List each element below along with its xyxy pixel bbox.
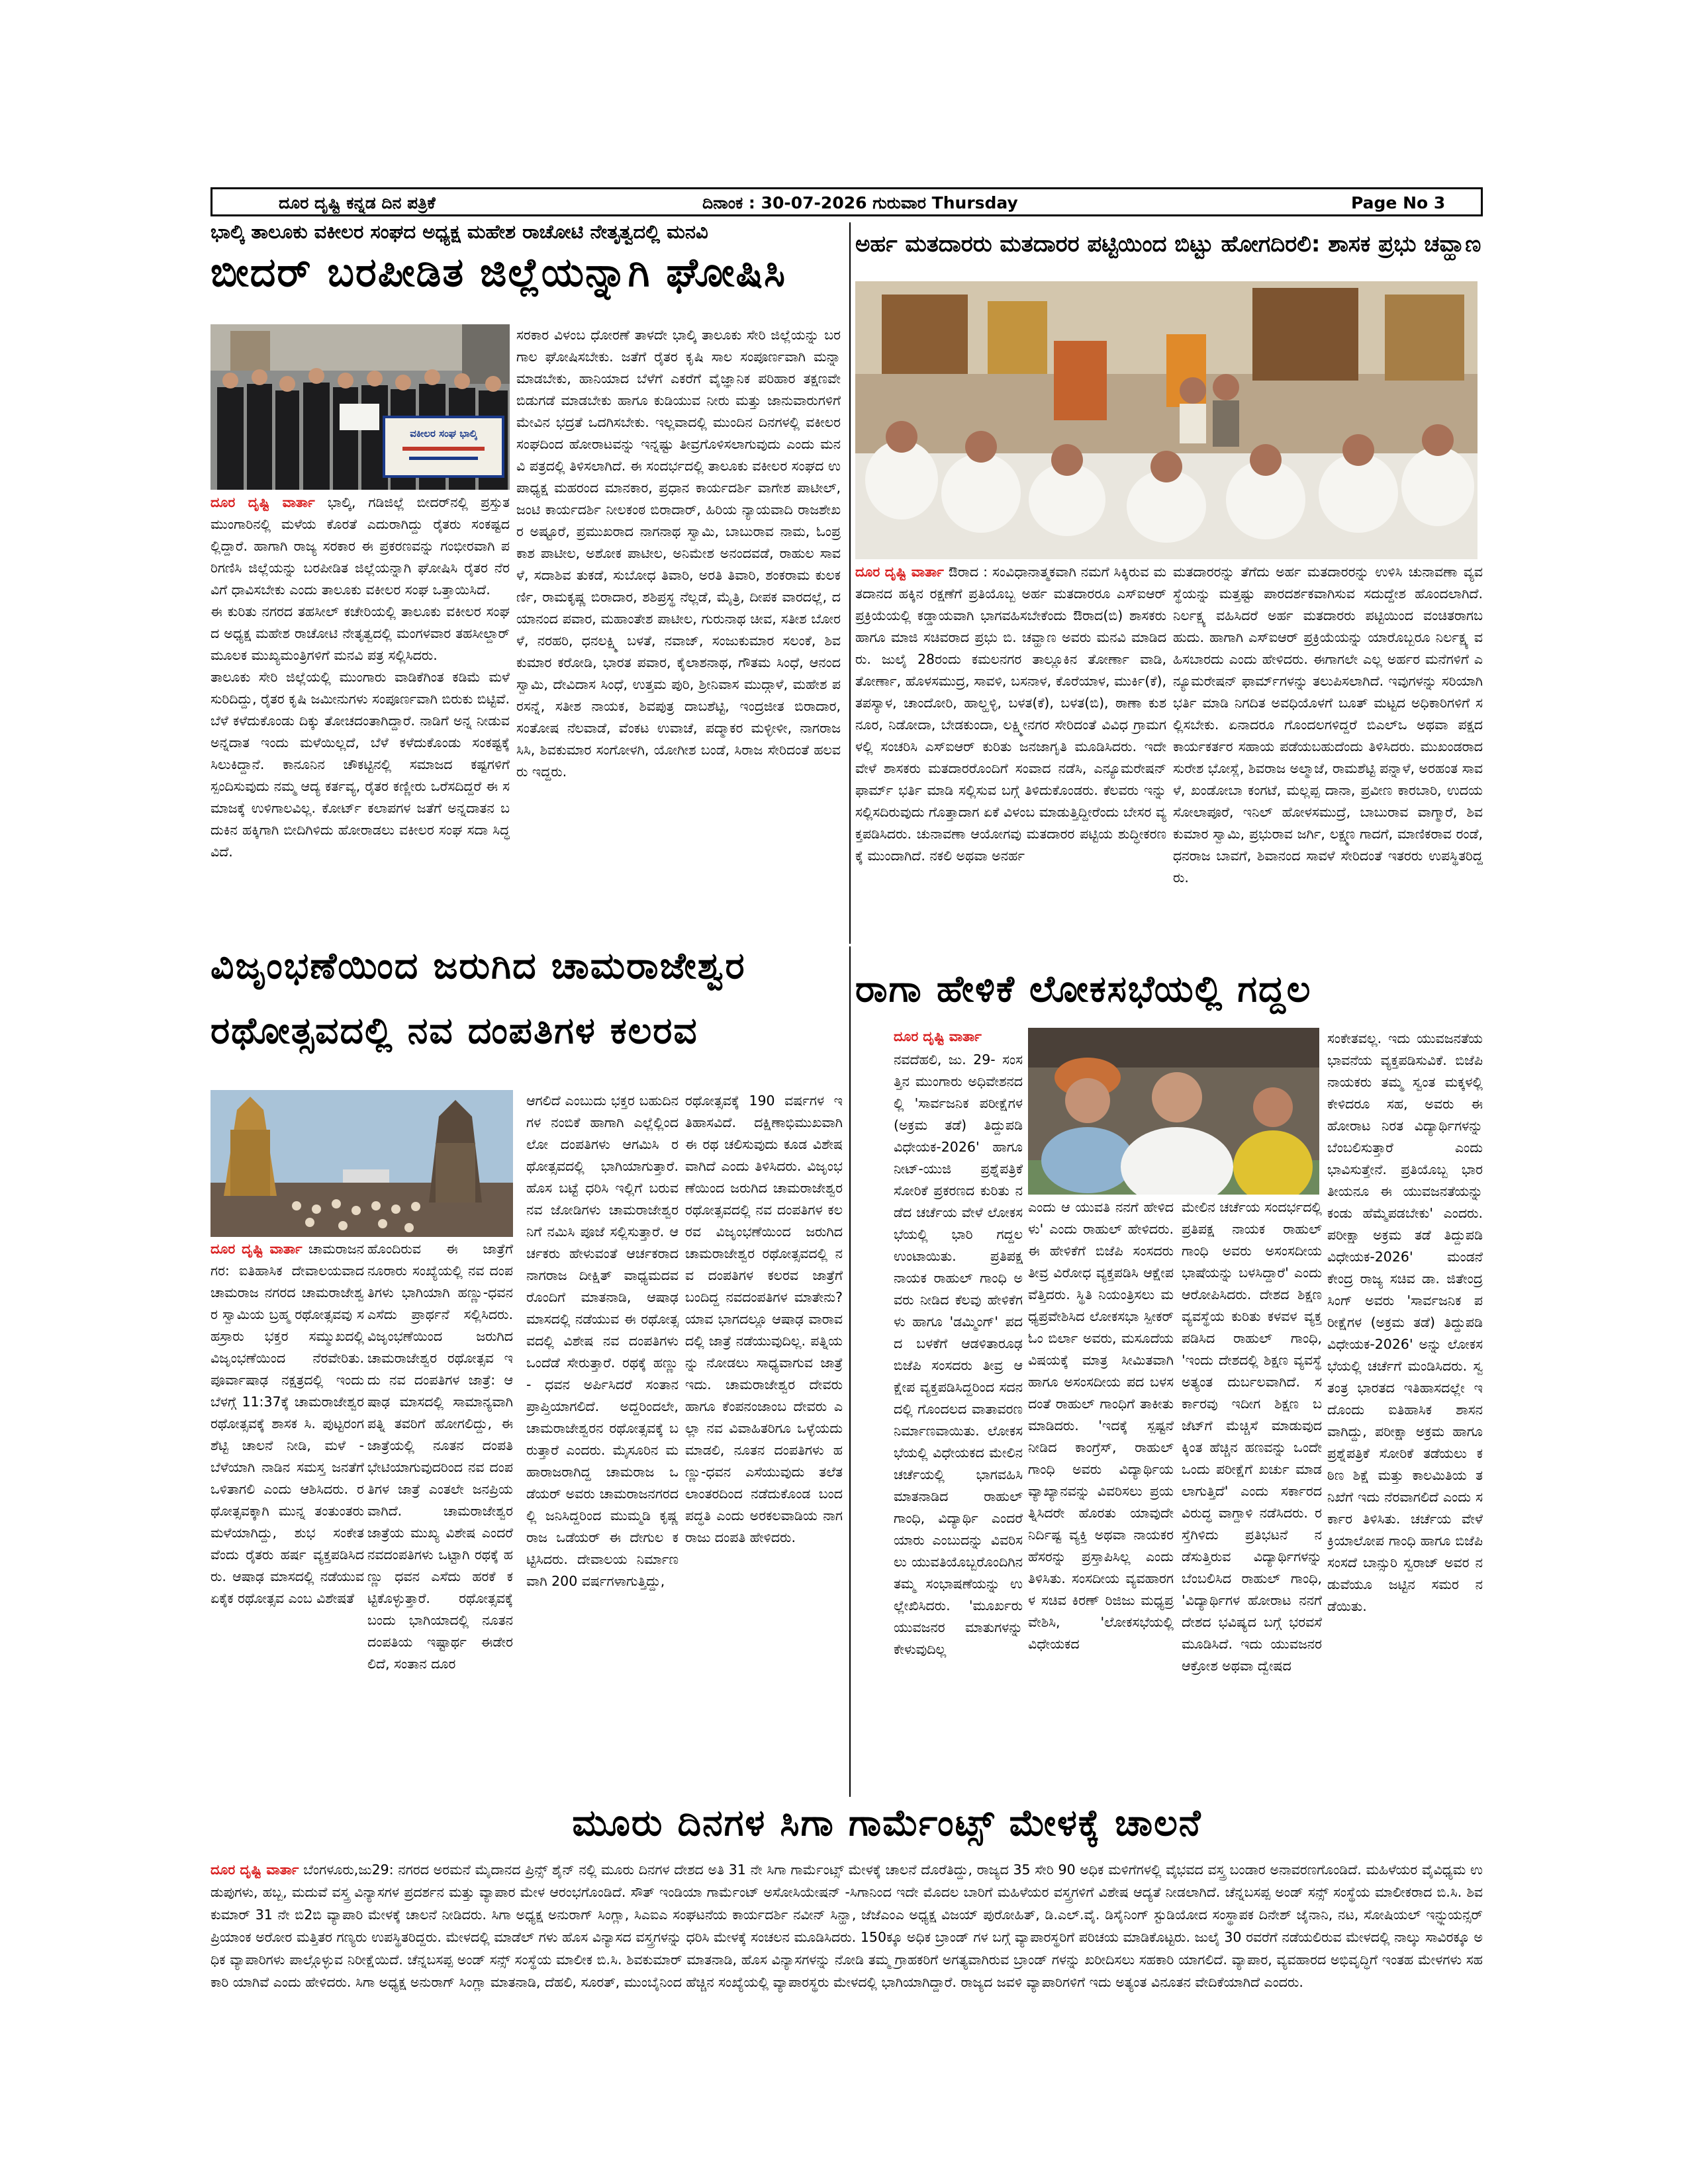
paper-name: ದೂರ ದೃಷ್ಟಿ ಕನ್ನಡ ದಿನ ಪತ್ರಿಕೆ: [279, 193, 436, 212]
article3-headline-line1: ವಿಜೃಂಭಣೆಯಿಂದ ಜರುಗಿದ ಚಾಮರಾಜೇಶ್ವರ: [211, 944, 746, 987]
article4-column-1a: ನವದೆಹಲಿ, ಜು. 29- ಸಂಸತ್ತಿನ ಮುಂಗಾರು ಅಧಿವೇಶನದಲ್ಲಿ 'ಸಾರ್ವಜನಿಕ ಪರೀಕ್ಷೆಗಳ (ಅಕ್ರಮ ತಡೆ) ತಿದ್ದುಪಡಿ ವಿಧೇಯಕ-2026' ಹಾಗೂ ನೀಟ್-ಯುಜಿ ಪ್ರಶ್ನೆಪತ್ರಿಕೆ ಸೋರಿಕೆ ಪ್ರಕರಣದ ಕುರಿತು ನಡೆದ ಚರ್ಚೆಯ ವೇಳೆ ಲೋಕಸಭೆಯಲ್ಲಿ ಭಾರಿ ಗದ್ದಲ ಉಂಟಾಯಿತು. ಪ್ರತಿಪಕ್ಷ ನಾಯಕ ರಾಹುಲ್ ಗಾಂಧಿ ಅವರು ನೀಡಿದ ಕೆಲವು ಹೇಳಿಕೆಗಳು ಹಾಗೂ 'ಡಮ್ಮಿಂಗ್' ಪದದ ಬಳಕೆಗೆ ಆಡಳಿತಾರೂಢ ಬಿಜೆಪಿ ಸಂಸದರು ತೀವ್ರ ಆಕ್ಷೇಪ ವ್ಯಕ್ತಪಡಿಸಿದ್ದರಿಂದ ಸದನದಲ್ಲಿ ಗೊಂದಲದ ವಾತಾವರಣ ನಿರ್ಮಾಣವಾಯಿತು. ಲೋಕಸಭೆಯಲ್ಲಿ ವಿಧೇಯಕದ ಮೇಲಿನ ಚರ್ಚೆಯಲ್ಲಿ ಭಾಗವಹಿಸಿ ಮಾತನಾಡಿದ ರಾಹುಲ್ ಗಾಂಧಿ, ವಿದ್ಯಾರ್ಥಿ ಎಂದರೆ ಯಾರು ಎಂಬುದನ್ನು ವಿವರಿಸಲು ಯುವತಿಯೊಬ್ಬರೊಂದಿಗಿನ ತಮ್ಮ ಸಂಭಾಷಣೆಯನ್ನು ಉಲ್ಲೇಖಿಸಿದರು. 'ಮೂರ್ಖರು ಯುವಜನರ ಮಾತುಗಳನ್ನು ಕೇಳುವುದಿಲ್ಲ: [894, 1052, 1023, 1657]
article3-column-3: ಆಗಲಿದೆ ಎಂಬುದು ಭಕ್ತರ ಬಹುದಿನಗಳ ನಂಬಿಕೆ ಹಾಗಾಗಿ ಎಲ್ಲೆಲ್ಲಿಂದಲೋ ದಂಪತಿಗಳು ಆಗಮಿಸಿ ರಥೋತ್ಸವದಲ್ಲಿ ಭಾಗಿಯಾಗುತ್ತಾರೆ. ಹೊಸ ಬಟ್ಟೆ ಧರಿಸಿ ಇಲ್ಲಿಗೆ ಬರುವ ನವ ಜೋಡಿಗಳು ಚಾಮರಾಜೇಶ್ವರನಿಗೆ ನಮಿಸಿ ಪೂಜೆ ಸಲ್ಲಿಸುತ್ತಾರೆ. ಆರ್ಚಕರು ಹೇಳುವಂತೆ ಆರ್ಚಕರಾದ ನಾಗರಾಜ ದೀಕ್ಷಿತ್ ವಾಧ್ಯಮದವರೊಂದಿಗೆ ಮಾತನಾಡಿ, ಆಷಾಢ ಮಾಸದಲ್ಲಿ ನಡೆಯುವ ಈ ರಥೋತ್ಸವದಲ್ಲಿ ವಿಶೇಷ ನವ ದಂಪತಿಗಳು ಒಂದೆಡೆ ಸೇರುತ್ತಾರೆ. ರಥಕ್ಕೆ ಹಣ್ಣು - ಧವನ ಅರ್ಪಿಸಿದರೆ ಸಂತಾನ ಪ್ರಾಪ್ತಿಯಾಗಲಿದೆ. ಅದ್ದರಿಂದಲೇ, ಚಾಮರಾಜೇಶ್ವರನ ರಥೋತ್ಸವಕ್ಕೆ ಬರುತ್ತಾರೆ ಎಂದರು. ಮೈಸೂರಿನ ಮಹಾರಾಜರಾಗಿದ್ದ ಚಾಮರಾಜ ಒಡೆಯರ್ ಅವರು ಚಾಮರಾಜನಗರದಲ್ಲಿ ಜನಿಸಿದ್ದರಿಂದ ಮುಮ್ಮಡಿ ಕೃಷ್ಣರಾಜ ಒಡೆಯರ್ ಈ ದೇಗುಲ ಕಟ್ಟಿಸಿದರು. ದೇವಾಲಯ ನಿರ್ಮಾಣವಾಗಿ 200 ವರ್ಷಗಳಾಗುತ್ತಿದ್ದು,: [526, 1093, 679, 1589]
chariot-festival-photo: [211, 1090, 513, 1237]
lawyers-photo: [211, 324, 510, 490]
article3-headline-line2: ರಥೋತ್ಸವದಲ್ಲಿ ನವ ದಂಪತಿಗಳ ಕಲರವ: [211, 1009, 698, 1052]
article1-paragraph: ಈ ಕುರಿತು ನಗರದ ತಹಸೀಲ್ ಕಚೇರಿಯಲ್ಲಿ ತಾಲೂಕು ವಕೀಲರ ಸಂಘದ ಅಧ್ಯಕ್ಷ ಮಹೇಶ ರಾಚೋಟಿ ನೇತೃತ್ವದಲ್ಲಿ ಮಂಗಳವಾರ ತಹಸೀಲ್ದಾರ್ ಮೂಲಕ ಮುಖ್ಯಮಂತ್ರಿಗಳಿಗೆ ಮನವಿ ಪತ್ರ ಸಲ್ಲಿಸಿದರು.: [211, 604, 510, 663]
article1-paragraph: ತಾಲೂಕು ಸೇರಿ ಜಿಲ್ಲೆಯಲ್ಲಿ ಮುಂಗಾರು ವಾಡಿಕೆಗಿಂತ ಕಡಿಮೆ ಮಳೆ ಸುರಿದಿದ್ದು, ರೈತರ ಕೃಷಿ ಜಮೀನುಗಳು ಸಂಪೂರ್ಣವಾಗಿ ಬಿರುಕು ಬಿಟ್ಟಿವೆ. ಬೆಳೆ ಕಳೆದುಕೊಂಡು ದಿಕ್ಕು ತೋಚದಂತಾಗಿದ್ದಾರೆ. ನಾಡಿಗೆ ಅನ್ನ ನೀಡುವ ಅನ್ನದಾತ ಇಂದು ಮಳೆಯಿಲ್ಲದೆ, ಬೆಳೆ ಕಳೆದುಕೊಂಡು ಸಂಕಷ್ಟಕ್ಕೆ ಸಿಲುಕಿದ್ದಾನೆ. ಕಾನೂನಿನ ಚೌಕಟ್ಟಿನಲ್ಲಿ ಸಮಾಜದ ಕಷ್ಟಗಳಿಗೆ ಸ್ಪಂದಿಸುವುದು ನಮ್ಮ ಆದ್ಯ ಕರ್ತವ್ಯ, ರೈತರ ಕಣ್ಣೀರು ಒರೆಸದಿದ್ದರೆ ಈ ಸಮಾಜಕ್ಕೆ ಉಳಿಗಾಲವಿಲ್ಲ. ಕೋರ್ಟ್ ಕಲಾಪಗಳ ಜತೆಗೆ ಅನ್ನದಾತನ ಬದುಕಿನ ಹಕ್ಕಿಗಾಗಿ ಬೀದಿಗಿಳಿದು ಹೋರಾಡಲು ವಕೀಲರ ಸಂಘ ಸದಾ ಸಿದ್ಧವಿದೆ.: [211, 669, 510, 860]
article1-kicker: ಭಾಲ್ಕಿ ತಾಲೂಕು ವಕೀಲರ ಸಂಘದ ಅಧ್ಯಕ್ಷ ಮಹೇಶ ರಾಚೋಟಿ ನೇತೃತ್ವದಲ್ಲಿ ಮನವಿ: [211, 220, 708, 243]
article2-text: ಔರಾದ : ಸಂವಿಧಾನಾತ್ಮಕವಾಗಿ ನಮಗೆ ಸಿಕ್ಕಿರುವ ಮತದಾನದ ಹಕ್ಕಿನ ರಕ್ಷಣೆಗೆ ಪ್ರತಿಯೊಬ್ಬ ಅರ್ಹ ಮತದಾರರೂ ಎಸ್‌ಐಆರ್ ಪ್ರಕ್ರಿಯೆಯಲ್ಲಿ ಕಡ್ಡಾಯವಾಗಿ ಭಾಗವಹಿಸಬೇಕೆಂದು ಔರಾದ(ಬಿ) ಶಾಸಕರು ಹಾಗೂ ಮಾಜಿ ಸಚಿವರಾದ ಪ್ರಭು ಬಿ. ಚವ್ಹಾಣ ಅವರು ಮನವಿ ಮಾಡಿದರು. ಜುಲೈ 28ರಂದು ಕಮಲನಗರ ತಾಲ್ಲೂಕಿನ ತೋರ್ಣಾ ವಾಡಿ, ತೋರ್ಣಾ, ಹೊಳಸಮುದ್ರ, ಸಾವಳಿ, ಬಸನಾಳ, ಕೊರೆಯಾಳ, ಮುರ್ಕಿ(ಕೆ), ತಪಸ್ಯಾಳ, ಚಾಂದೋರಿ, ಹಾಲ್ಹಳ್ಳಿ, ಬಳತ(ಕೆ), ಬಳತ(ಬಿ), ಠಾಣಾ ಕುಶನೂರ, ನಿಡೋದಾ, ಬೇಡಕುಂದಾ, ಲಕ್ಷ್ಮೀನಗರ ಸೇರಿದಂತೆ ವಿವಿಧ ಗ್ರಾಮಗಳಲ್ಲಿ ಸಂಚರಿಸಿ ಎಸ್‌ಐಆರ್ ಕುರಿತು ಜನಜಾಗೃತಿ ಮೂಡಿಸಿದರು. ಇದೇ ವೇಳೆ ಶಾಸಕರು ಮತದಾರರೊಂದಿಗೆ ಸಂವಾದ ನಡೆಸಿ, ಎನ್ಯೂಮರೇಷನ್ ಫಾರ್ಮ್ ಭರ್ತಿ ಮಾಡಿ ಸಲ್ಲಿಸುವ ಬಗ್ಗೆ ತಿಳಿದುಕೊಂಡರು. ಕೆಲವರು ಇನ್ನು ಸಲ್ಲಿಸದಿರುವುದು ಗೊತ್ತಾದಾಗ ಏಕೆ ವಿಳಂಬ ಮಾಡುತ್ತಿದ್ದೀರೆಂದು ಬೇಸರ ವ್ಯಕ್ತಪಡಿಸಿದರು. ಚುನಾವಣಾ ಆಯೋಗವು ಮತದಾರರ ಪಟ್ಟಿಯ ಶುದ್ಧೀಕರಣಕ್ಕೆ ಮುಂದಾಗಿದೆ. ನಕಲಿ ಅಥವಾ ಅನರ್ಹ: [855, 564, 1166, 864]
byline: ದೂರ ದೃಷ್ಟಿ ವಾರ್ತಾ: [894, 1028, 982, 1044]
article3-column-2: ಹೊಂದಿರುವ ಈ ಜಾತ್ರೆಗೆ ನೂರಾರು ಸಂಖ್ಯೆಯಲ್ಲಿ ನವ ದಂಪತಿಗಳು ಭಾಗಿಯಾಗಿ ಹಣ್ಣು-ಧವನ ಎಸೆದು ಪ್ರಾರ್ಥನೆ ಸಲ್ಲಿಸಿದರು. ವಿಜೃಂಭಣೆಯಿಂದ ಜರುಗಿದ ಚಾಮರಾಜೇಶ್ವರ ರಥೋತ್ಸವ ಇದು ನವ ದಂಪತಿಗಳ ಜಾತ್ರೆ: ಆಷಾಢ ಮಾಸದಲ್ಲಿ ಸಾಮಾನ್ಯವಾಗಿ ಪತ್ನಿ ತವರಿಗೆ ಹೋಗಲಿದ್ದು, ಈ ಜಾತ್ರೆಯಲ್ಲಿ ನೂತನ ದಂಪತಿ ಭೇಟಿಯಾಗುವುದರಿಂದ ನವ ದಂಪತಿಗಳ ಜಾತ್ರೆ ಎಂತಲೇ ಜನಪ್ರಿಯವಾಗಿದೆ. ಚಾಮರಾಜೇಶ್ವರ ಜಾತ್ರೆಯ ಮುಖ್ಯ ವಿಶೇಷ ಎಂದರೆ ನವದಂಪತಿಗಳು ಒಟ್ಟಾಗಿ ರಥಕ್ಕೆ ಹಣ್ಣು ಧವನ ಎಸೆದು ಹರಕೆ ಕಟ್ಟಿಕೊಳ್ಳುತ್ತಾರೆ. ರಥೋತ್ಸವಕ್ಕೆ ಬಂದು ಭಾಗಿಯಾದಲ್ಲಿ ನೂತನ ದಂಪತಿಯ ಇಷ್ಟಾರ್ಥ ಈಡೇರಲಿದೆ, ಸಂತಾನ ದೂರ: [367, 1241, 513, 1672]
page-number: Page No 3: [1351, 193, 1446, 212]
article5-text: ಬೆಂಗಳೂರು,ಜು29: ನಗರದ ಅರಮನೆ ಮೈದಾನದ ಪ್ರಿನ್ಸ್ ಶೈನ್ ನಲ್ಲಿ ಮೂರು ದಿನಗಳ ದೇಶದ ಅತಿ 31 ನೇ ಸಿಗಾ ಗಾರ್ಮೆಂಟ್ಸ್ ಮೇಳಕ್ಕೆ ಚಾಲನೆ ದೊರೆತಿದ್ದು, ರಾಜ್ಯದ 35 ಸೇರಿ 90 ಅಧಿಕ ಮಳಿಗೆಗಳಲ್ಲಿ ವೈಭವದ ವಸ್ತ್ರ ಬಂಡಾರ ಅನಾವರಣಗೊಂಡಿದೆ. ಮಹಿಳೆಯರ ವೈವಿಧ್ಯಮ ಉಡುಪುಗಳು, ಹಬ್ಬ, ಮದುವೆ ವಸ್ತ್ರ ವಿನ್ಯಾಸಗಳ ಪ್ರದರ್ಶನ ಮತ್ತು ವ್ಯಾಪಾರ ಮೇಳ ಆರಂಭಗೊಂಡಿದೆ. ಸೌತ್ ಇಂಡಿಯಾ ಗಾರ್ಮೆಂಟ್ ಅಸೋಸಿಯೇಷನ್ -ಸಿಗಾನಿಂದ ಇದೇ ಮೊದಲ ಬಾರಿಗೆ ಮಹಿಳೆಯರ ವಸ್ತ್ರಗಳಿಗೆ ವಿಶೇಷ ಆದ್ಯತೆ ನೀಡಲಾಗಿದೆ. ಚೆನ್ನಬಸಪ್ಪ ಅಂಡ್ ಸನ್ಸ್ ಸಂಸ್ಥೆಯ ಮಾಲೀಕರಾದ ಬಿ.ಸಿ. ಶಿವಕುಮಾರ್ 31 ನೇ ಬಿ2ಬಿ ವ್ಯಾಪಾರಿ ಮೇಳಕ್ಕೆ ಚಾಲನೆ ನೀಡಿದರು. ಸಿಗಾ ಅಧ್ಯಕ್ಷ ಅನುರಾಗ್ ಸಿಂಗ್ಲಾ, ಸಿಎಐಎ ಸಂಘಟನೆಯ ಕಾರ್ಯದರ್ಶಿ ನವೀನ್ ಸಿನ್ಹಾ, ಜೆಜೆಎಂಎ ಅಧ್ಯಕ್ಷ ವಿಜಯ್ ಪುರೋಹಿತ್, ಡಿ.ಎಲ್.ವೈ. ಡಿಸೈನಿಂಗ್ ಸ್ಟುಡಿಯೋದ ಸಂಸ್ಥಾಪಕ ದಿನೇಶ್ ಜೈನಾನಿ, ನಟ, ಸೋಷಿಯಲ್ ಇನ್ಫ್ಲುಯನ್ಸರ್ ಪ್ರಿಯಾಂಕ ಅರೋರ ಮತ್ತಿತರ ಗಣ್ಯರು ಉಪಸ್ಥಿತರಿದ್ದರು. ಮೇಳದಲ್ಲಿ ಮಾಡೆಲ್ ಗಳು ಹೊಸ ವಿನ್ಯಾಸದ ವಸ್ತ್ರಗಳನ್ನು ಧರಿಸಿ ಮೇಳಕ್ಕೆ ಸಂಚಲನ ಮೂಡಿಸಿದರು. 150ಕ್ಕೂ ಅಧಿಕ ಬ್ರಾಂಡ್ ಗಳ ಬಗ್ಗೆ ವ್ಯಾಪಾರಸ್ಥರಿಗೆ ಪರಿಚಯ ಮಾಡಿಕೊಟ್ಟರು. ಜುಲೈ 30 ರವರೆಗೆ ನಡೆಯಲಿರುವ ಮೇಳದಲ್ಲಿ ನಾಲ್ಕು ಸಾವಿರಕ್ಕೂ ಅಧಿಕ ವ್ಯಾಪಾರಿಗಳು ಪಾಲ್ಗೊಳ್ಳುವ ನಿರೀಕ್ಷೆಯಿದೆ. ಚೆನ್ನಬಸಪ್ಪ ಅಂಡ್ ಸನ್ಸ್ ಸಂಸ್ಥೆಯ ಮಾಲೀಕ ಬಿ.ಸಿ. ಶಿವಕುಮಾರ್ ಮಾತನಾಡಿ, ಹೊಸ ವಿನ್ಯಾಸಗಳನ್ನು ನೋಡಿ ತಮ್ಮ ಗ್ರಾಹಕರಿಗೆ ಅಗತ್ಯವಾಗಿರುವ ಬ್ರಾಂಡ್ ಗಳನ್ನು ಖರೀದಿಸಲು ಸಹಕಾರಿ ಯಾಗಲಿದೆ. ವ್ಯಾಪಾರ, ವ್ಯವಹಾರದ ಅಭಿವೃದ್ಧಿಗೆ ಇಂತಹ ಮೇಳಗಳು ಸಹಕಾರಿ ಯಾಗಿವೆ ಎಂದು ಹೇಳಿದರು. ಸಿಗಾ ಅಧ್ಯಕ್ಷ ಅನುರಾಗ್ ಸಿಂಗ್ಲಾ ಮಾತನಾಡಿ, ದೆಹಲಿ, ಸೂರತ್, ಮುಂಬೈನಿಂದ ಹೆಚ್ಚಿನ ಸಂಖ್ಯೆಯಲ್ಲಿ ವ್ಯಾಪಾರಸ್ಥರು ಮೇಳದಲ್ಲಿ ಭಾಗಿಯಾಗಿದ್ದಾರೆ. ರಾಜ್ಯದ ಜವಳಿ ವ್ಯಾಪಾರಿಗಳಿಗೆ ಇದು ಅತ್ಯಂತ ವಿನೂತನ ವೇದಿಕೆಯಾಗಿದೆ ಎಂದರು.: [211, 1862, 1483, 1990]
article3-column-1: [211, 1238, 364, 1794]
byline: ದೂರ ದೃಷ್ಟಿ ವಾರ್ತಾ: [855, 564, 944, 580]
article4-column-1b: ಎಂದು ಆ ಯುವತಿ ನನಗೆ ಹೇಳಿದಳು' ಎಂದು ರಾಹುಲ್ ಹೇಳಿದರು. ಈ ಹೇಳಿಕೆಗೆ ಬಿಜೆಪಿ ಸಂಸದರು ತೀವ್ರ ವಿರೋಧ ವ್ಯಕ್ತಪಡಿಸಿ ಆಕ್ಷೇಪವೆತ್ತಿದರು. ಸ್ಥಿತಿ ನಿಯಂತ್ರಿಸಲು ಮಧ್ಯಪ್ರವೇಶಿಸಿದ ಲೋಕಸಭಾ ಸ್ಪೀಕರ್ ಓಂ ಬಿರ್ಲಾ ಅವರು, ಮಸೂದೆಯ ವಿಷಯಕ್ಕೆ ಮಾತ್ರ ಸೀಮಿತವಾಗಿ ಹಾಗೂ ಅಸಂಸದೀಯ ಪದ ಬಳಸದಂತೆ ರಾಹುಲ್ ಗಾಂಧಿಗೆ ತಾಕೀತು ಮಾಡಿದರು. 'ಇದಕ್ಕೆ ಸ್ಪಷ್ಟನೆ ನೀಡಿದ ಕಾಂಗ್ರೆಸ್, ರಾಹುಲ್ ಗಾಂಧಿ ಅವರು ವಿದ್ಯಾರ್ಥಿಯ ವ್ಯಾಖ್ಯಾನವನ್ನು ವಿವರಿಸಲು ಪ್ರಯತ್ನಿಸಿದರೇ ಹೊರತು ಯಾವುದೇ ನಿರ್ದಿಷ್ಟ ವ್ಯಕ್ತಿ ಅಥವಾ ನಾಯಕರ ಹೆಸರನ್ನು ಪ್ರಸ್ತಾಪಿಸಿಲ್ಲ ಎಂದು ತಿಳಿಸಿತು. ಸಂಸದೀಯ ವ್ಯವಹಾರಗಳ ಸಚಿವ ಕಿರಣ್ ರಿಜಿಜು ಮಧ್ಯಪ್ರವೇಶಿಸಿ, 'ಲೋಕಸಭೆಯಲ್ಲಿ ವಿಧೇಯಕದ: [1028, 1199, 1174, 1652]
article1-column-2: ಸರಕಾರ ವಿಳಂಬ ಧೋರಣೆ ತಾಳದೇ ಭಾಲ್ಕಿ ತಾಲೂಕು ಸೇರಿ ಜಿಲ್ಲೆಯನ್ನು ಬರಗಾಲ ಘೋಷಿಸಬೇಕು. ಜತೆಗೆ ರೈತರ ಕೃಷಿ ಸಾಲ ಸಂಪೂರ್ಣವಾಗಿ ಮನ್ನಾ ಮಾಡಬೇಕು, ಹಾನಿಯಾದ ಬೆಳೆಗೆ ಎಕರೆಗೆ ವೈಜ್ಞಾನಿಕ ಪರಿಹಾರ ತಕ್ಷಣವೇ ಬಿಡುಗಡೆ ಮಾಡಬೇಕು ಹಾಗೂ ಕುಡಿಯುವ ನೀರು ಮತ್ತು ಜಾನುವಾರುಗಳಿಗೆ ಮೇವಿನ ಭದ್ರತೆ ಒದಗಿಸಬೇಕು. ಇಲ್ಲವಾದಲ್ಲಿ ಮುಂದಿನ ದಿನಗಳಲ್ಲಿ ವಕೀಲರ ಸಂಘದಿಂದ ಹೋರಾಟವನ್ನು ಇನ್ನಷ್ಟು ತೀವ್ರಗೊಳಿಸಲಾಗುವುದು ಎಂದು ಮನವಿ ಪತ್ರದಲ್ಲಿ ತಿಳಿಸಲಾಗಿದೆ. ಈ ಸಂದರ್ಭದಲ್ಲಿ ತಾಲೂಕು ವಕೀಲರ ಸಂಘದ ಉಪಾಧ್ಯಕ್ಷ ಮಹರಂದ ಮಾನಕಾರ, ಪ್ರಧಾನ ಕಾರ್ಯದರ್ಶಿ ವಾಗೇಶ ಪಾಟೀಲ್, ಜಂಟಿ ಕಾರ್ಯದರ್ಶಿ ನೀಲಕಂಠ ಬಿರಾದಾರ್, ಹಿರಿಯ ನ್ಯಾಯವಾದಿ ರಾಜಶೇಖರ ಅಷ್ಟೂರೆ, ಪ್ರಮುಖರಾದ ನಾಗನಾಥ ಸ್ವಾಮಿ, ಬಾಬುರಾವ ನಾಮ, ಓಂಪ್ರಕಾಶ ಪಾಟೀಲ, ಅಶೋಕ ಪಾಟೀಲ, ಅನಿಮೇಶ ಅನಂದವಡೆ, ರಾಹುಲ ಸಾವಳೆ, ಸದಾಶಿವ ತುಕಡೆ, ಸುಬೋಧ ತಿವಾರಿ, ಅರತಿ ತಿವಾರಿ, ಶಂಕರಾಮ ಕುಲಕರ್ಣಿ, ರಾಮಕೃಷ್ಣ ಬಿರಾದಾರ, ಶಶಿಪ್ರಸ್ಥ ನೆಲ್ಲಡೆ, ಮೈತ್ರಿ, ದೀಪಕ ವಾರದಲ್ಲೆ, ದಯಾನಂದ ಪವಾರ, ಮಹಾಂತೇಶ ಪಾಟೀಲ, ಗುರುನಾಥ ಚೀವ, ಸತೀಶ ಬೋರಳೆ, ನರಹರಿ, ಧನಲಕ್ಷ್ಮಿ ಬಳತೆ, ನವಾಜ್, ಸಂಜುಕುಮಾರ ಸಲಂಕೆ, ಶಿವಕುಮಾರ ಕರೋಡಿ, ಭಾರತ ಪವಾರ, ಕೈಲಾಶನಾಥ, ಗೌತಮ ಸಿಂಧೆ, ಆನಂದ ಸ್ವಾಮಿ, ದೇವಿದಾಸ ಸಿಂಧೆ, ಉತ್ತಮ ಪುರಿ, ಶ್ರೀನಿವಾಸ ಮುದ್ಗಾಳೆ, ಮಹೇಶ ಪರಸನ್ನೆ, ಸತೀಶ ನಾಯಕ, ಶಿವಪುತ್ರ ದಾಬಶೆಟ್ಟಿ, ಇಂದ್ರಜೀತ ಬಿರಾದಾರ, ಸಂತೋಷ ನೆಲವಾಡೆ, ವೆಂಕಟ ಉವಾಚೆ, ಪದ್ಮಾಕರ ಮಳ್ಳೀಳೀ, ನಾಗರಾಜ ಸಿಸಿ, ಶಿವಕುಮಾರ ಸಂಗೋಳಗಿ, ಯೋಗೀಶ ಬಂಡೆ, ಸಿರಾಜ ಸೇರಿದಂತೆ ಹಲವರು ಇದ್ದರು.: [516, 327, 841, 780]
article2-column-1: [855, 561, 1166, 944]
parliament-photo: [1028, 1028, 1319, 1195]
column-divider: [849, 946, 851, 1797]
article4-column-2: ಮೇಲಿನ ಚರ್ಚೆಯ ಸಂದರ್ಭದಲ್ಲಿ ಪ್ರತಿಪಕ್ಷ ನಾಯಕ ರಾಹುಲ್ ಗಾಂಧಿ ಅವರು ಅಸಂಸದೀಯ ಭಾಷೆಯನ್ನು ಬಳಸಿದ್ದಾರೆ' ಎಂದು ಆರೋಪಿಸಿದರು. ದೇಶದ ಶಿಕ್ಷಣ ವ್ಯವಸ್ಥೆಯ ಕುರಿತು ಕಳವಳ ವ್ಯಕ್ತಪಡಿಸಿದ ರಾಹುಲ್ ಗಾಂಧಿ, 'ಇಂದು ದೇಶದಲ್ಲಿ ಶಿಕ್ಷಣ ವ್ಯವಸ್ಥೆ ಅತ್ಯಂತ ದುರ್ಬಲವಾಗಿದೆ. ಸರ್ಕಾರವು ಇದೀಗ ಶಿಕ್ಷಣ ಬಜೆಟ್‌ಗೆ ಮೆಚ್ಚಿಸೆ ಮಾಡುವುದಕ್ಕಿಂತ ಹೆಚ್ಚಿನ ಹಣವನ್ನು ಒಂದೇ ಒಂದು ಪರೀಕ್ಷೆಗೆ ಖರ್ಚು ಮಾಡಲಾಗುತ್ತಿದೆ' ಎಂದು ಸರ್ಕಾರದ ವಿರುದ್ಧ ವಾಗ್ದಾಳಿ ನಡೆಸಿದರು. ರಸ್ತೆಗಿಳಿದು ಪ್ರತಿಭಟನೆ ನಡೆಸುತ್ತಿರುವ ವಿದ್ಯಾರ್ಥಿಗಳನ್ನು ಬೆಂಬಲಿಸಿದ ರಾಹುಲ್ ಗಾಂಧಿ, 'ವಿದ್ಯಾರ್ಥಿಗಳ ಹೋರಾಟ ನನಗೆ ದೇಶದ ಭವಿಷ್ಯದ ಬಗ್ಗೆ ಭರವಸೆ ಮೂಡಿಸಿದೆ. ಇದು ಯುವಜನರ ಆಕ್ರೋಶ ಅಥವಾ ದ್ವೇಷದ: [1182, 1199, 1322, 1674]
article1-column-1: [211, 492, 510, 942]
byline: ದೂರ ದೃಷ್ಟಿ ವಾರ್ತಾ: [211, 1241, 303, 1257]
article1-headline: ಬೀದರ್ ಬರಪೀಡಿತ ಜಿಲ್ಲೆಯನ್ನಾಗಿ ಘೋಷಿಸಿ: [211, 250, 787, 296]
article2-headline: ಅರ್ಹ ಮತದಾರರು ಮತದಾರರ ಪಟ್ಟಿಯಿಂದ ಬಿಟ್ಟು ಹೋಗದಿರಲಿ: ಶಾಸಕ ಪ್ರಭು ಚವ್ಹಾಣ: [855, 231, 1481, 257]
page-header: [211, 187, 1483, 216]
article1-lead-text: ಭಾಲ್ಕಿ, ಗಡಿಜಿಲ್ಲೆ ಬೀದರ್‌ನಲ್ಲಿ ಪ್ರಸ್ತುತ ಮುಂಗಾರಿನಲ್ಲಿ ಮಳೆಯ ಕೊರತೆ ಎದುರಾಗಿದ್ದು ರೈತರು ಸಂಕಷ್ಟದಲ್ಲಿದ್ದಾರೆ. ಹಾಗಾಗಿ ರಾಜ್ಯ ಸರಕಾರ ಈ ಪ್ರಕರಣವನ್ನು ಗಂಭೀರವಾಗಿ ಪರಿಗಣಿಸಿ ಜಿಲ್ಲೆಯನ್ನು ಬರಪೀಡಿತ ಜಿಲ್ಲೆಯನ್ನಾಗಿ ಘೋಷಿಸಿ ರೈತರ ನೆರವಿಗೆ ಧಾವಿಸಬೇಕು ಎಂದು ತಾಲೂಕು ವಕೀಲರ ಸಂಘ ಒತ್ತಾಯಿಸಿದೆ.: [211, 494, 510, 598]
byline: ದೂರ ದೃಷ್ಟಿ ವಾರ್ತಾ: [211, 1862, 299, 1878]
banner-text: ವಕೀಲರ ಸಂಘ ಭಾಲ್ಕಿ: [410, 428, 477, 439]
column-divider: [849, 222, 851, 944]
article4-column-3: ಸಂಕೇತವಲ್ಲ. ಇದು ಯುವಜನತೆಯ ಭಾವನೆಯ ವ್ಯಕ್ತಪಡಿಸುವಿಕೆ. ಬಿಜೆಪಿ ನಾಯಕರು ತಮ್ಮ ಸ್ವಂತ ಮಕ್ಕಳಲ್ಲಿ ಕೇಳಿದರೂ ಸಹ, ಅವರು ಈ ಹೋರಾಟ ನಿರತ ವಿದ್ಯಾರ್ಥಿಗಳನ್ನು ಬೆಂಬಲಿಸುತ್ತಾರೆ ಎಂದು ಭಾವಿಸುತ್ತೇನೆ. ಪ್ರತಿಯೊಬ್ಬ ಭಾರತೀಯನೂ ಈ ಯುವಜನತೆಯನ್ನು ಕಂಡು ಹೆಮ್ಮೆಪಡಬೇಕು' ಎಂದರು. ಪರೀಕ್ಷಾ ಅಕ್ರಮ ತಡೆ ತಿದ್ದುಪಡಿ ವಿಧೇಯಕ-2026' ಮಂಡನೆ ಕೇಂದ್ರ ರಾಜ್ಯ ಸಚಿವ ಡಾ. ಜಿತೇಂದ್ರ ಸಿಂಗ್ ಅವರು 'ಸಾರ್ವಜನಿಕ ಪರೀಕ್ಷೆಗಳ (ಅಕ್ರಮ ತಡೆ) ತಿದ್ದುಪಡಿ ವಿಧೇಯಕ-2026' ಅನ್ನು ಲೋಕಸಭೆಯಲ್ಲಿ ಚರ್ಚೆಗೆ ಮಂಡಿಸಿದರು. ಸ್ವತಂತ್ರ ಭಾರತದ ಇತಿಹಾಸದಲ್ಲೇ ಇದೊಂದು ಐತಿಹಾಸಿಕ ಶಾಸನವಾಗಿದ್ದು, ಪರೀಕ್ಷಾ ಅಕ್ರಮ ಹಾಗೂ ಪ್ರಶ್ನೆಪತ್ರಿಕೆ ಸೋರಿಕೆ ತಡೆಯಲು ಕಠಿಣ ಶಿಕ್ಷೆ ಮತ್ತು ಕಾಲಮಿತಿಯ ತನಿಖೆಗೆ ಇದು ನೆರವಾಗಲಿದೆ ಎಂದು ಸರ್ಕಾರ ತಿಳಿಸಿತು. ಚರ್ಚೆಯ ವೇಳೆ ಕ್ರಿಯಾಲೋಪ ಗಾಂಧಿ ಹಾಗೂ ಬಿಜೆಪಿ ಸಂಸದೆ ಬಾನ್ಸುರಿ ಸ್ವರಾಜ್ ಅವರ ನಡುವೆಯೂ ಜಟ್ಟಿನ ಸಮರ ನಡೆಯಿತು.: [1327, 1030, 1483, 1614]
article5-body: [211, 1858, 1483, 2057]
article2-column-2: ಮತದಾರರನ್ನು ತೆಗೆದು ಅರ್ಹ ಮತದಾರರನ್ನು ಉಳಿಸಿ ಚುನಾವಣಾ ವ್ಯವಸ್ಥೆಯನ್ನು ಮತ್ತಷ್ಟು ಪಾರದರ್ಶಕವಾಗಿಸುವ ಸದುದ್ದೇಶ ಹೊಂದಲಾಗಿದೆ. ನಿರ್ಲಕ್ಷ್ಯ ವಹಿಸಿದರೆ ಅರ್ಹ ಮತದಾರರು ಪಟ್ಟಿಯಿಂದ ವಂಚಿತರಾಗಬಹುದು. ಹಾಗಾಗಿ ಎಸ್‌ಐಆರ್ ಪ್ರಕ್ರಿಯೆಯನ್ನು ಯಾರೊಬ್ಬರೂ ನಿರ್ಲಕ್ಷ್ಯ ವಹಿಸಬಾರದು ಎಂದು ಹೇಳಿದರು. ಈಗಾಗಲೇ ಎಲ್ಲ ಅರ್ಹರ ಮನೆಗಳಿಗೆ ಎನ್ಯೂಮರೇಷನ್ ಫಾರ್ಮ್‌ಗಳನ್ನು ತಲುಪಿಸಲಾಗಿದೆ. ಇವುಗಳನ್ನು ಸರಿಯಾಗಿ ಭರ್ತಿ ಮಾಡಿ ನಿಗದಿತ ಅವಧಿಯೊಳಗೆ ಬೂತ್ ಮಟ್ಟದ ಅಧಿಕಾರಿಗಳಿಗೆ ಸಲ್ಲಿಸಬೇಕು. ಏನಾದರೂ ಗೊಂದಲಗಳಿದ್ದರೆ ಬಿಎಲ್‌ಒ ಅಥವಾ ಪಕ್ಷದ ಕಾರ್ಯಕರ್ತರ ಸಹಾಯ ಪಡೆಯಬಹುದೆಂದು ತಿಳಿಸಿದರು. ಮುಖಂಡರಾದ ಸುರೇಶ ಭೋಸ್ಲೆ, ಶಿವರಾಜ ಅಲ್ಮಾಜೆ, ರಾಮಶೆಟ್ಟಿ ಪನ್ನಾಳೆ, ಅರಹಂತ ಸಾವಳೆ, ಖಂಡೋಬಾ ಕಂಗಟೆ, ಮಲ್ಲಪ್ಪ ದಾನಾ, ಪ್ರವೀಣ ಕಾರಬಾರಿ, ಉದಯ ಸೋಲಾಪೂರೆ, ಇನಿಲ್ ಹೋಳಸಮುದ್ರೆ, ಬಾಬುರಾವ ವಾಗ್ಮಾರೆ, ಶಿವಕುಮಾರ ಸ್ವಾಮಿ, ಪ್ರಭುರಾವ ಜರ್ಗಿ, ಲಕ್ಷ್ಮಣ ಗಾದಗೆ, ಮಾಣಿಕರಾವ ರಂಡೆ, ಧನರಾಜ ಬಾವಗೆ, ಶಿವಾನಂದ ಸಾವಳೆ ಸೇರಿದಂತೆ ಇತರರು ಉಪಸ್ಥಿತರಿದ್ದರು.: [1173, 564, 1483, 886]
byline: ದೂರ ದೃಷ್ಟಿ ವಾರ್ತಾ: [211, 494, 315, 510]
meeting-photo: [855, 281, 1477, 559]
article3-text: ಚಾಮರಾಜನಗರ: ಐತಿಹಾಸಿಕ ದೇವಾಲಯವಾದ ಚಾಮರಾಜ ನಗರದ ಚಾಮರಾಜೇಶ್ವರ ಸ್ವಾಮಿಯ ಬ್ರಹ್ಮ ರಥೋತ್ಸವವು ಸಹಸ್ರಾರು ಭಕ್ತರ ಸಮ್ಮುಖದಲ್ಲಿ ವಿಜೃಂಭಣೆಯಿಂದ ನೆರವೇರಿತು. ಪೂರ್ವಾಷಾಢ ನಕ್ಷತ್ರದಲ್ಲಿ ಇಂದು ಬೆಳಗ್ಗೆ 11:37ಕ್ಕೆ ಚಾಮರಾಜೇಶ್ವರ ರಥೋತ್ಸವಕ್ಕೆ ಶಾಸಕ ಸಿ. ಪುಟ್ಟರಂಗಶೆಟ್ಟಿ ಚಾಲನೆ ನೀಡಿ, ಮಳೆ - ಬೆಳೆಯಾಗಿ ನಾಡಿನ ಸಮಸ್ತ ಜನತೆಗೆ ಒಳಿತಾಗಲಿ ಎಂದು ಆಶಿಸಿದರು. ರಥೋತ್ಸವಕ್ಕಾಗಿ ಮುನ್ನ ತಂತುಂತರು ಮಳೆಯಾಗಿದ್ದು, ಶುಭ ಸಂಕೇತವೆಂದು ರೈತರು ಹರ್ಷ ವ್ಯಕ್ತಪಡಿಸಿದರು. ಆಷಾಢ ಮಾಸದಲ್ಲಿ ನಡೆಯುವ ಏಕೈಕ ರಥೋತ್ಸವ ಎಂಬ ವಿಶೇಷತೆ: [211, 1241, 364, 1606]
article3-column-4: ರಥೋತ್ಸವಕ್ಕೆ 190 ವರ್ಷಗಳ ಇತಿಹಾಸವಿದೆ. ದಕ್ಷಿಣಾಭಿಮುಖವಾಗಿ ಈ ರಥ ಚಲಿಸುವುದು ಕೂಡ ವಿಶೇಷವಾಗಿದೆ ಎಂದು ತಿಳಿಸಿದರು. ವಿಜೃಂಭಣೆಯಿಂದ ಜರುಗಿದ ಚಾಮರಾಜೇಶ್ವರ ರಥೋತ್ಸವದಲ್ಲಿ ನವ ದಂಪತಿಗಳ ಕಲರವ ವಿಜೃಂಭಣೆಯಿಂದ ಜರುಗಿದ ಚಾಮರಾಜೇಶ್ವರ ರಥೋತ್ಸವದಲ್ಲಿ ನವ ದಂಪತಿಗಳ ಕಲರವ ಜಾತ್ರೆಗೆ ಬಂದಿದ್ದ ನವದಂಪತಿಗಳ ಮಾತೇನು? ಯಾವ ಭಾಗದಲ್ಲೂ ಆಷಾಢ ವಾರಾವದಲ್ಲಿ ಜಾತ್ರೆ ನಡೆಯುವುದಿಲ್ಲ. ಪತ್ನಿಯನ್ನು ನೋಡಲು ಸಾಧ್ಯವಾಗುವ ಜಾತ್ರೆ ಇದು. ಚಾಮರಾಜೇಶ್ವರ ದೇವರು ಹಾಗೂ ಕೆಂಪನಂಜಾಂಬ ದೇವರು ಎಲ್ಲಾ ನವ ವಿವಾಹಿತರಿಗೂ ಒಳ್ಳೆಯದು ಮಾಡಲಿ, ನೂತನ ದಂಪತಿಗಳು ಹಣ್ಣು-ಧವನ ಎಸೆಯುವುದು ತಲೆತಲಾಂತರದಿಂದ ನಡೆದುಕೊಂಡ ಬಂದ ಪದ್ಧತಿ ಎಂದು ಅರಕಲವಾಡಿಯ ನಾಗರಾಜು ದಂಪತಿ ಹೇಳಿದರು.: [685, 1093, 843, 1545]
article5-headline: ಮೂರು ದಿನಗಳ ಸಿಗಾ ಗಾರ್ಮೆಂಟ್ಸ್ ಮೇಳಕ್ಕೆ ಚಾಲನೆ: [572, 1801, 1202, 1844]
article4-headline: ರಾಗಾ ಹೇಳಿಕೆ ಲೋಕಸಭೆಯಲ್ಲಿ ಗದ್ದಲ: [855, 968, 1312, 1010]
issue-date: ದಿನಾಂಕ : 30-07-2026 ಗುರುವಾರ Thursday: [702, 193, 1018, 212]
